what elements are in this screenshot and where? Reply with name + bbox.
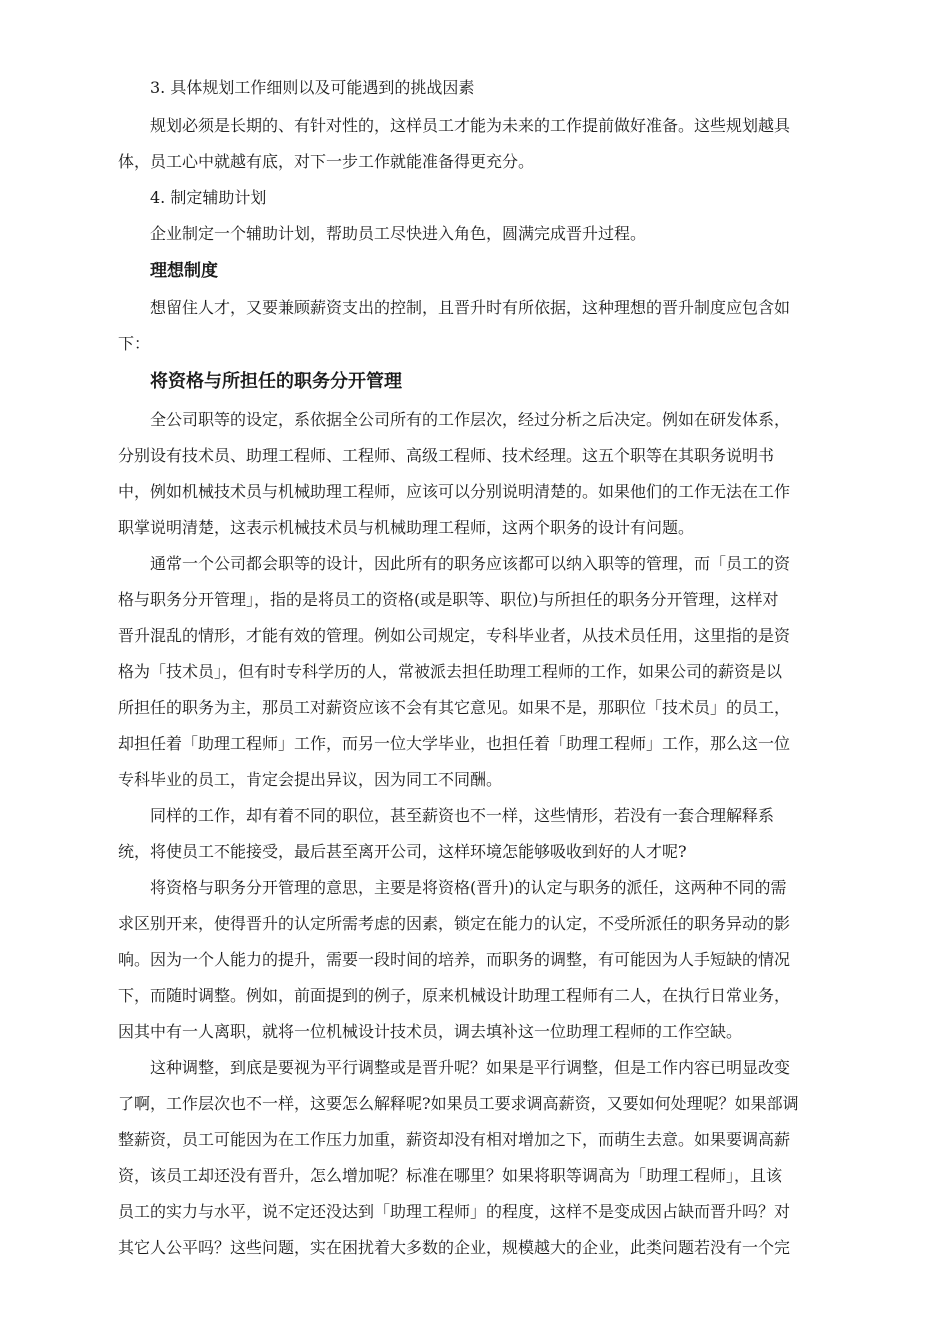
paragraph-line: 全公司职等的设定，系依据全公司所有的工作层次，经过分析之后决定。例如在研发体系， <box>150 410 791 429</box>
paragraph-line: 规划必须是长期的、有针对性的，这样员工才能为未来的工作提前做好准备。这些规划越具 <box>150 116 791 135</box>
paragraph-line: 所担任的职务为主，那员工对薪资应该不会有其它意见。如果不是，那职位「技术员」的员工， <box>118 698 791 717</box>
paragraph-line: 下，而随时调整。例如，前面提到的例子，原来机械设计助理工程师有二人，在执行日常业务， <box>118 986 791 1005</box>
paragraph-line: 专科毕业的员工，肯定会提出异议，因为同工不同酬。 <box>118 770 503 789</box>
paragraph-line: 因其中有一人离职，就将一位机械设计技术员，调去填补这一位助理工程师的工作空缺。 <box>118 1022 743 1041</box>
paragraph-line: 资，该员工却还没有晋升，怎么增加呢？标准在哪里？如果将职等调高为「助理工程师」，且该 <box>118 1166 783 1185</box>
paragraph-line: 却担任着「助理工程师」工作，而另一位大学毕业，也担任着「助理工程师」工作，那么这一位 <box>118 734 791 753</box>
paragraph-line: 下： <box>118 334 151 353</box>
paragraph-line: 职掌说明清楚，这表示机械技术员与机械助理工程师，这两个职务的设计有问题。 <box>118 518 695 537</box>
paragraph-line: 统，将使员工不能接受，最后甚至离开公司，这样环境怎能够吸收到好的人才呢? <box>118 842 687 861</box>
paragraph-line: 同样的工作，却有着不同的职位，甚至薪资也不一样，这些情形，若没有一套合理解释系 <box>150 806 775 825</box>
paragraph-line: 体，员工心中就越有底，对下一步工作就能准备得更充分。 <box>118 152 535 171</box>
paragraph-line: 中，例如机械技术员与机械助理工程师，应该可以分别说明清楚的。如果他们的工作无法在工作 <box>118 482 791 501</box>
paragraph-line: 其它人公平吗？这些问题，实在困扰着大多数的企业，规模越大的企业，此类问题若没有一个完 <box>118 1238 791 1257</box>
paragraph-line: 员工的实力与水平，说不定还没达到「助理工程师」的程度，这样不是变成因占缺而晋升吗？对 <box>118 1202 791 1221</box>
paragraph-line: 求区别开来，使得晋升的认定所需考虑的因素，锁定在能力的认定，不受所派任的职务异动的影 <box>118 914 791 933</box>
paragraph-line: 将资格与职务分开管理的意思，主要是将资格(晋升)的认定与职务的派任，这两种不同的需 <box>150 878 787 897</box>
paragraph-line: 企业制定一个辅助计划，帮助员工尽快进入角色，圆满完成晋升过程。 <box>150 224 647 243</box>
paragraph-line: 响。因为一个人能力的提升，需要一段时间的培养，而职务的调整，有可能因为人手短缺的情况 <box>118 950 791 969</box>
paragraph-line: 想留住人才，又要兼顾薪资支出的控制，且晋升时有所依据，这种理想的晋升制度应包含如 <box>150 298 791 317</box>
paragraph-line: 了啊，工作层次也不一样，这要怎么解释呢?如果员工要求调高薪资，又要如何处理呢？如果部调 <box>118 1094 799 1113</box>
paragraph-line: 分别设有技术员、助理工程师、工程师、高级工程师、技术经理。这五个职等在其职务说明书 <box>118 446 775 465</box>
paragraph-line: 格为「技术员」，但有时专科学历的人，常被派去担任助理工程师的工作，如果公司的薪资是以 <box>118 662 783 681</box>
paragraph-line: 整薪资，员工可能因为在工作压力加重，薪资却没有相对增加之下，而萌生去意。如果要调高薪 <box>118 1130 791 1149</box>
section-heading: 理想制度 <box>150 261 218 281</box>
paragraph-line: 格与职务分开管理」，指的是将员工的资格(或是职等、职位)与所担任的职务分开管理，这样对 <box>118 590 779 609</box>
list-item-heading: 3. 具体规划工作细则以及可能遇到的挑战因素 <box>150 78 475 97</box>
paragraph-line: 通常一个公司都会职等的设计，因此所有的职务应该都可以纳入职等的管理，而「员工的资 <box>150 554 791 573</box>
paragraph-line: 这种调整，到底是要视为平行调整或是晋升呢？如果是平行调整，但是工作内容已明显改变 <box>150 1058 791 1077</box>
paragraph-line: 晋升混乱的情形，才能有效的管理。例如公司规定，专科毕业者，从技术员任用，这里指的是资 <box>118 626 791 645</box>
list-item-heading: 4. 制定辅助计划 <box>150 188 267 207</box>
section-heading: 将资格与所担任的职务分开管理 <box>150 371 402 392</box>
